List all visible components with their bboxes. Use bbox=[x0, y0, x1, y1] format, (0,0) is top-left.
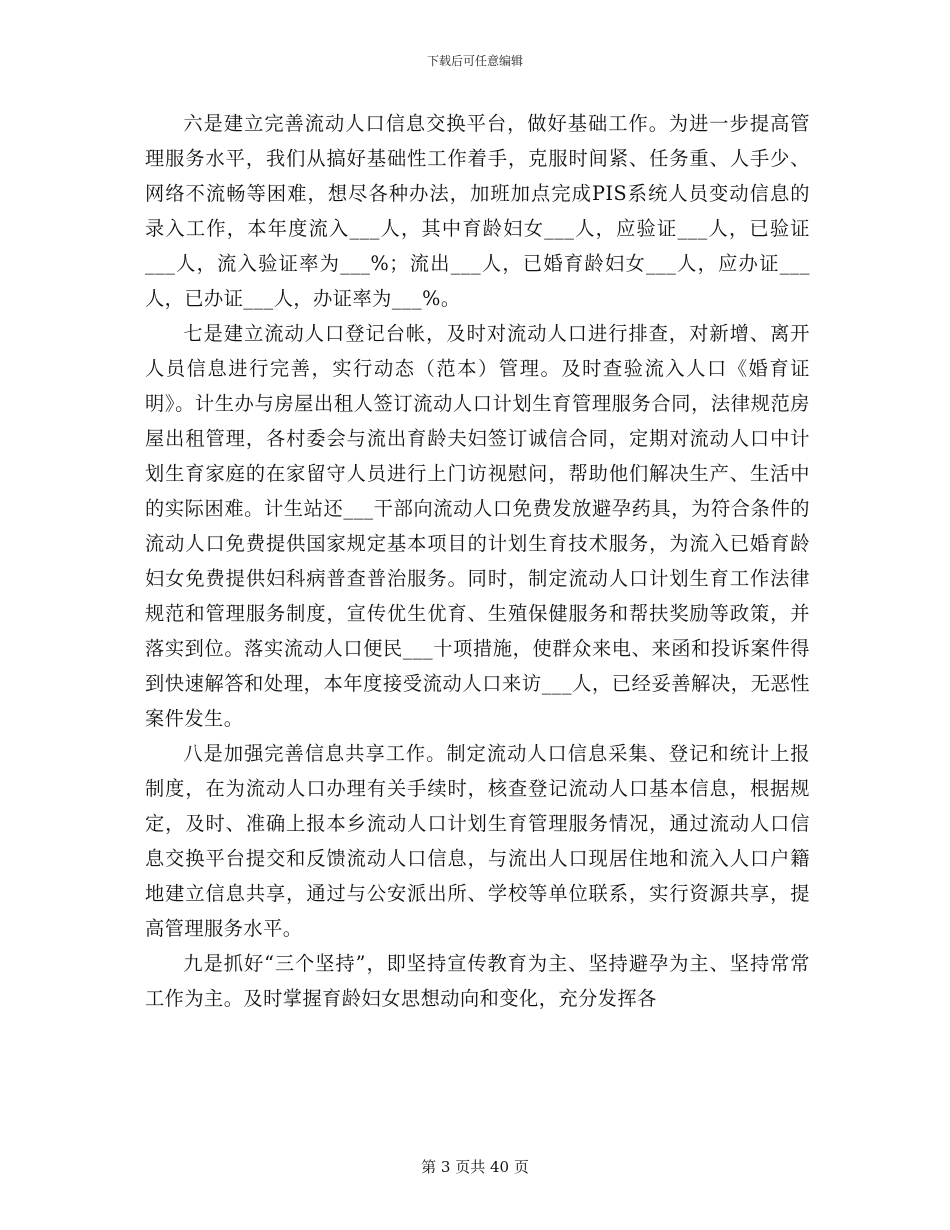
paragraph-7: 七是建立流动人口登记台帐，及时对流动人口进行排查，对新增、离开人员信息进行完善，实行动态（范本）管理。及时查验流入人口《婚育证明》。计生办与房屋出租人签订流动人口计划生育管理服务合同，法律规范房屋出租管理，各村委会与流出育龄夫妇签订诚信合同，定期对流动人口中计划生育家庭的在家留守人员进行上门访视慰问，帮助他们解决生产、生活中的实际困难。计生站还___干部向流动人口免费发放避孕药具，为符合条件的流动人口免费提供国家规定基本项目的计划生育技术服务，为流入已婚育龄妇女免费提供妇科病普查普治服务。同时，制定流动人口计划生育工作法律规范和管理服务制度，宣传优生优育、生殖保健服务和帮扶奖励等政策，并落实到位。落实流动人口便民___十项措施，使群众来电、来函和投诉案件得到快速解答和处理，本年度接受流动人口来访___人，已经妥善解决，无恶性案件发生。 bbox=[145, 322, 810, 730]
paragraph-6: 六是建立完善流动人口信息交换平台，做好基础工作。为进一步提高管理服务水平，我们从搞好基础性工作着手，克服时间紧、任务重、人手少、网络不流畅等困难，想尽各种办法，加班加点完成PIS系统人员变动信息的录入工作，本年度流入___人，其中育龄妇女___人，应验证___人，已验证___人，流入验证率为___%；流出___人，已婚育龄妇女___人，应办证___人，已办证___人，办证率为___%。 bbox=[145, 112, 810, 310]
paragraph-9: 九是抓好“三个坚持”，即坚持宣传教育为主、坚持避孕为主、坚持常常工作为主。及时掌握育龄妇女思想动向和变化，充分发挥各 bbox=[145, 952, 810, 1010]
document-body bbox=[145, 106, 810, 1016]
paragraph-8: 八是加强完善信息共享工作。制定流动人口信息采集、登记和统计上报制度，在为流动人口办理有关手续时，核查登记流动人口基本信息，根据规定，及时、准确上报本乡流动人口计划生育管理服务情况，通过流动人口信息交换平台提交和反馈流动人口信息，与流出人口现居住地和流入人口户籍地建立信息共享，通过与公安派出所、学校等单位联系，实行资源共享，提高管理服务水平。 bbox=[145, 742, 810, 940]
page-header: 下载后可任意编辑 bbox=[426, 54, 523, 68]
page-footer: 第 3 页共 40 页 bbox=[421, 1158, 529, 1176]
